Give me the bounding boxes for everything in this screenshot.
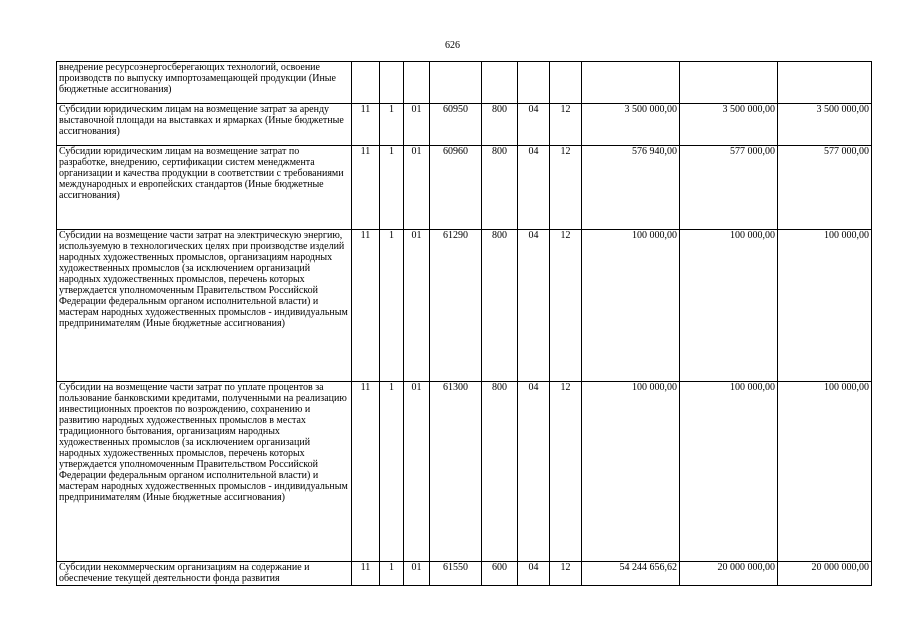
cell-amount-2: 100 000,00 bbox=[680, 382, 778, 562]
cell-amount-1: 100 000,00 bbox=[582, 230, 680, 382]
cell-code-2: 1 bbox=[380, 562, 404, 586]
cell-amount-3: 100 000,00 bbox=[778, 230, 872, 382]
cell-code-2: 1 bbox=[380, 146, 404, 230]
cell-code-5: 800 bbox=[482, 146, 518, 230]
cell-code-3: 01 bbox=[404, 104, 430, 146]
cell-code-5: 800 bbox=[482, 104, 518, 146]
cell-code-5: 800 bbox=[482, 382, 518, 562]
cell-code-7: 12 bbox=[550, 562, 582, 586]
table-row bbox=[57, 382, 872, 562]
cell-amount-3: 20 000 000,00 bbox=[778, 562, 872, 586]
cell-code-4: 61290 bbox=[430, 230, 482, 382]
cell-amount-3 bbox=[778, 62, 872, 104]
cell-code-4: 61300 bbox=[430, 382, 482, 562]
cell-code-3: 01 bbox=[404, 146, 430, 230]
row-name: Субсидии юридическим лицам на возмещение затрат за аренду выставочной площади на выставках и ярмарках (Иные бюджетные ассигнования) bbox=[57, 104, 352, 146]
cell-code-4: 60950 bbox=[430, 104, 482, 146]
cell-code-6: 04 bbox=[518, 146, 550, 230]
cell-code-1: 11 bbox=[352, 104, 380, 146]
cell-amount-1: 3 500 000,00 bbox=[582, 104, 680, 146]
cell-code-5: 800 bbox=[482, 230, 518, 382]
cell-code-3: 01 bbox=[404, 230, 430, 382]
cell-code-4 bbox=[430, 62, 482, 104]
cell-code-7: 12 bbox=[550, 230, 582, 382]
table-row bbox=[57, 62, 872, 104]
table-row bbox=[57, 562, 872, 586]
cell-code-3: 01 bbox=[404, 382, 430, 562]
row-name: Субсидии на возмещение части затрат по уплате процентов за пользование банковскими кредитами, полученными на реализацию инвестиционных проектов по возрождению, сохранению и развитию народных художественных промыслов в местах традиционного бытования, организациям народных художественных промыслов (за исключением организаций народных художественных промыслов, перечень которых утверждается уполномоченным Правительством Российской Федерации федеральным органом исполнительной власти) и мастерам народных художественных промыслов - индивидуальным предпринимателям (Иные бюджетные ассигнования) bbox=[57, 382, 352, 562]
row-name: внедрение ресурсоэнергосберегающих технологий, освоение производств по выпуску импортозамещающей продукции (Иные бюджетные ассигнования) bbox=[57, 62, 352, 104]
cell-amount-3: 577 000,00 bbox=[778, 146, 872, 230]
cell-amount-1: 100 000,00 bbox=[582, 382, 680, 562]
page-number: 626 bbox=[445, 40, 460, 51]
cell-code-6: 04 bbox=[518, 382, 550, 562]
cell-code-4: 60960 bbox=[430, 146, 482, 230]
cell-amount-2 bbox=[680, 62, 778, 104]
table-row bbox=[57, 146, 872, 230]
table-row bbox=[57, 230, 872, 382]
cell-code-5: 600 bbox=[482, 562, 518, 586]
cell-code-1: 11 bbox=[352, 562, 380, 586]
cell-amount-3: 100 000,00 bbox=[778, 382, 872, 562]
cell-amount-2: 3 500 000,00 bbox=[680, 104, 778, 146]
cell-code-6: 04 bbox=[518, 104, 550, 146]
cell-amount-3: 3 500 000,00 bbox=[778, 104, 872, 146]
cell-code-1: 11 bbox=[352, 230, 380, 382]
cell-amount-2: 20 000 000,00 bbox=[680, 562, 778, 586]
cell-code-1: 11 bbox=[352, 146, 380, 230]
cell-code-1 bbox=[352, 62, 380, 104]
cell-amount-1: 576 940,00 bbox=[582, 146, 680, 230]
row-name: Субсидии на возмещение части затрат на электрическую энергию, используемую в технологических целях при производстве изделий народных художественных промыслов, организациям народных художественных промыслов (за исключением организаций народных художественных промыслов, перечень которых утверждается уполномоченным Правительством Российской Федерации федеральным органом исполнительной власти) и мастерам народных художественных промыслов - индивидуальным предпринимателям (Иные бюджетные ассигнования) bbox=[57, 230, 352, 382]
cell-code-7 bbox=[550, 62, 582, 104]
cell-code-2: 1 bbox=[380, 230, 404, 382]
row-name: Субсидии некоммерческим организациям на содержание и обеспечение текущей деятельности фонда развития bbox=[57, 562, 352, 586]
cell-code-5 bbox=[482, 62, 518, 104]
cell-amount-2: 100 000,00 bbox=[680, 230, 778, 382]
table-row bbox=[57, 104, 872, 146]
cell-code-7: 12 bbox=[550, 146, 582, 230]
cell-code-6: 04 bbox=[518, 230, 550, 382]
cell-code-4: 61550 bbox=[430, 562, 482, 586]
cell-amount-1 bbox=[582, 62, 680, 104]
cell-amount-1: 54 244 656,62 bbox=[582, 562, 680, 586]
cell-code-6: 04 bbox=[518, 562, 550, 586]
cell-code-2: 1 bbox=[380, 104, 404, 146]
cell-code-7: 12 bbox=[550, 104, 582, 146]
cell-code-2 bbox=[380, 62, 404, 104]
budget-table bbox=[56, 61, 872, 586]
cell-amount-2: 577 000,00 bbox=[680, 146, 778, 230]
cell-code-7: 12 bbox=[550, 382, 582, 562]
cell-code-3 bbox=[404, 62, 430, 104]
cell-code-3: 01 bbox=[404, 562, 430, 586]
cell-code-1: 11 bbox=[352, 382, 380, 562]
row-name: Субсидии юридическим лицам на возмещение затрат по разработке, внедрению, сертификации систем менеджмента организации и качества продукции в соответствии с требованиями международных и европейских стандартов (Иные бюджетные ассигнования) bbox=[57, 146, 352, 230]
cell-code-2: 1 bbox=[380, 382, 404, 562]
cell-code-6 bbox=[518, 62, 550, 104]
